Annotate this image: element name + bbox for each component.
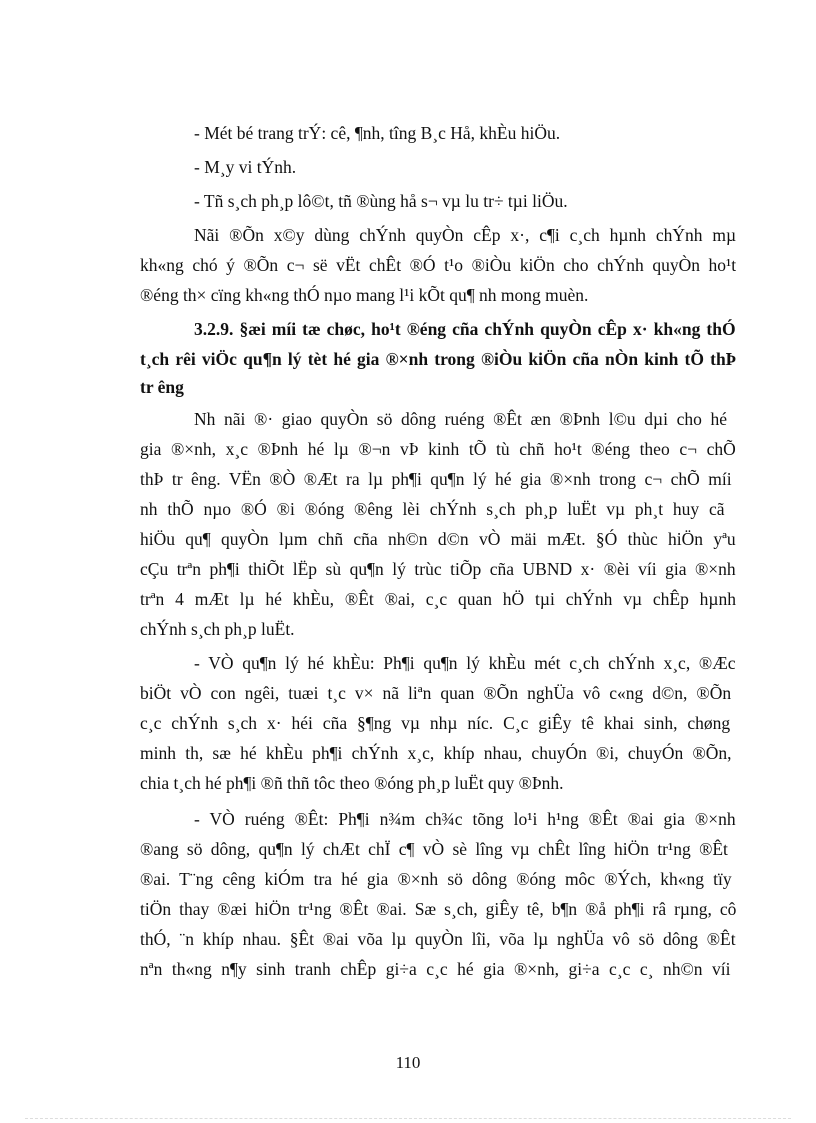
text-line: ®ai. T¨ng cêng kiÓm tra hé gia ®×nh sö dông ®óng môc ®Ých, kh«ng tïy <box>140 869 732 889</box>
text-line: nh thÕ nµo ®Ó ®i ®óng ®êng lèi chÝnh s¸ch ph¸p luËt vµ ph¸t huy cã <box>140 499 725 519</box>
text-line: hiÖu qu¶ quyÒn lµm chñ cña nh©n d©n vÒ mäi mÆt. §Ó thùc hiÖn yªu <box>140 529 736 549</box>
section-heading: t¸ch rêi viÖc qu¶n lý tèt hé gia ®×nh trong ®iÒu kiÖn cña nÒn kinh tÕ thÞ <box>140 349 737 369</box>
text-line: nªn th«ng n¶y sinh tranh chÊp gi÷a c¸c hé gia ®×nh, gi÷a c¸c c¸ nh©n víi <box>140 959 731 979</box>
text-line: - M¸y vi tÝnh. <box>194 157 297 177</box>
text-line: kh«ng chó ý ®Õn c¬ së vËt chÊt ®Ó t¹o ®iÒu kiÖn cho chÝnh quyÒn ho¹t <box>140 255 737 275</box>
text-line: Nãi ®Õn x©y dùng chÝnh quyÒn cÊp x·, c¶i c¸ch hµnh chÝnh mµ <box>194 225 737 245</box>
text-line: Nh nãi ®· giao quyÒn sö dông ruéng ®Êt æn ®Þnh l©u dµi cho hé <box>194 409 727 429</box>
text-line: trªn 4 mÆt lµ hé khÈu, ®Êt ®ai, c¸c quan hÖ tµi chÝnh vµ chÊp hµnh <box>140 589 737 609</box>
text-line: cÇu trªn ph¶i thiÕt lËp sù qu¶n lý trùc tiÕp cña UBND x· ®èi víi gia ®×nh <box>140 559 736 579</box>
text-line: thÞ tr êng. VËn ®Ò ®Æt ra lµ ph¶i qu¶n lý hé gia ®×nh trong c¬ chÕ míi <box>140 469 732 489</box>
text-line: - VÒ ruéng ®Êt: Ph¶i n¾m ch¾c tõng lo¹i h¹ng ®Êt ®ai gia ®×nh <box>194 809 736 829</box>
text-line: gia ®×nh, x¸c ®Þnh hé lµ ®¬n vÞ kinh tÕ tù chñ ho¹t ®éng theo c¬ chÕ <box>140 439 736 459</box>
text-line: ®éng th× cïng kh«ng thÓ nµo mang l¹i kÕt qu¶ nh mong muèn. <box>140 285 589 305</box>
section-heading: 3.2.9. §æi míi tæ chøc, ho¹t ®éng cña chÝnh quyÒn cÊp x· kh«ng thÓ <box>194 319 736 339</box>
text-line: - VÒ qu¶n lý hé khÈu: Ph¶i qu¶n lý khÈu mét c¸ch chÝnh x¸c, ®Æc <box>194 653 736 673</box>
text-line: chia t¸ch hé ph¶i ®ñ thñ tôc theo ®óng ph¸p luËt quy ®Þnh. <box>140 773 564 793</box>
text-line: c¸c chÝnh s¸ch x· héi cña §¶ng vµ nhµ níc. C¸c giÊy tê khai sinh, chøng <box>140 713 731 733</box>
text-line: ®ang sö dông, qu¶n lý chÆt chÏ c¶ vÒ sè lîng vµ chÊt lîng hiÖn tr¹ng ®Êt <box>140 839 728 859</box>
text-line: biÖt vÒ con ngêi, tuæi t¸c v× nã liªn quan ®Õn nghÜa vô c«ng d©n, ®Õn <box>140 683 732 703</box>
section-heading: tr êng <box>140 377 184 397</box>
text-line: - Mét bé trang trÝ: cê, ¶nh, tîng B¸c Hå, khÈu hiÖu. <box>194 123 561 143</box>
text-line: thÓ, ¨n khíp nhau. §Êt ®ai võa lµ quyÒn lîi, võa lµ nghÜa vô sö dông ®Êt <box>140 929 736 949</box>
page-bottom-divider <box>25 1118 791 1119</box>
text-line: chÝnh s¸ch ph¸p luËt. <box>140 619 295 639</box>
page-number: 110 <box>395 1053 421 1072</box>
text-line: - Tñ s¸ch ph¸p lô©t, tñ ®ùng hå s¬ vµ lu tr÷ tµi liÖu. <box>194 191 568 211</box>
text-line: tiÖn thay ®æi hiÖn tr¹ng ®Êt ®ai. Sæ s¸ch, giÊy tê, b¶n ®å ph¶i râ rµng, cô <box>140 899 737 919</box>
text-line: minh th, sæ hé khÈu ph¶i chÝnh x¸c, khíp nhau, chuyÓn ®i, chuyÓn ®Õn, <box>140 743 732 763</box>
